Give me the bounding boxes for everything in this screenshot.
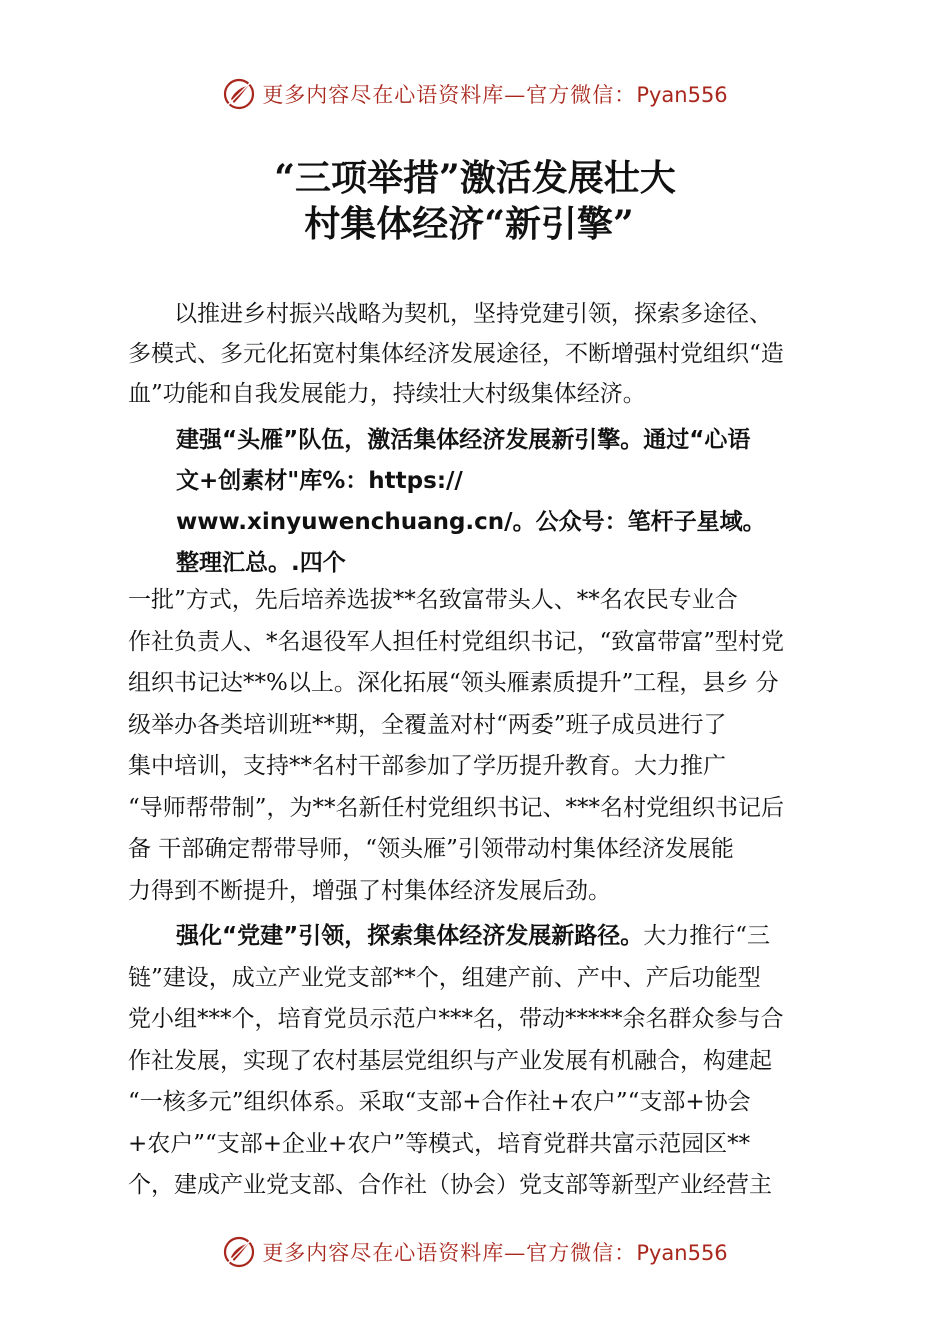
wechat-id: Pyan556 — [636, 1241, 728, 1265]
text-line: 链”建设，成立产业党支部**个，组建产前、产中、产后功能型 — [128, 964, 761, 991]
text-line: 一批”方式，先后培养选拔**名致富带头人、**名农民专业合 — [128, 587, 738, 613]
section2-lead: 强化“党建”引领，探索集体经济发展新路径。 — [176, 923, 644, 949]
section1-heading-line: www.xinyuwenchuang.cn/。公众号：笔杆子星域。 — [176, 509, 766, 535]
text-line: 作社负责人、*名退役军人担任村党组织书记，“致富带富”型村党 — [128, 628, 785, 655]
section2-paragraph — [128, 916, 828, 1207]
text-line: 多模式、多元化拓宽村集体经济发展途径，不断增强村党组织“造 — [128, 341, 784, 367]
intro-paragraph — [128, 294, 828, 414]
section2-first-rest: 大力推行“三 — [643, 923, 770, 949]
text-line — [128, 916, 828, 958]
text-line: 作社发展，实现了农村基层党组织与产业发展有机融合，构建起 — [128, 1047, 772, 1074]
wechat-id: Pyan556 — [636, 83, 728, 107]
section1-heading-line: 文+创素材"库%：https:// — [176, 468, 463, 494]
text-line: +农户”“支部+企业+农户”等模式，培育党群共富示范园区** — [128, 1130, 751, 1157]
text-line: 集中培训，支持**名村干部参加了学历提升教育。大力推广 — [128, 753, 726, 779]
text-line: 力得到不断提升，增强了村集体经济发展后劲。 — [128, 877, 611, 904]
text-line: “一核多元”组织体系。采取“支部+合作社+农户”“支部+协会 — [128, 1089, 751, 1115]
text-line: 组织书记达**%以上。深化拓展“领头雁素质提升”工程，县乡 分 — [128, 670, 779, 696]
text-line: 个，建成产业党支部、合作社（协会）党支部等新型产业经营主 — [128, 1172, 772, 1198]
banner-text: 更多内容尽在心语资料库—官方微信：Pyan556 — [262, 1241, 728, 1265]
section1-heading-line: 整理汇总。.四个 — [176, 550, 346, 576]
logo-icon — [222, 77, 256, 111]
banner-text: 更多内容尽在心语资料库—官方微信：Pyan556 — [262, 83, 728, 107]
text-line: 血”功能和自我发展能力，持续壮大村级集体经济。 — [128, 381, 646, 407]
section1-paragraph — [128, 580, 828, 912]
title-line-2: 村集体经济“新引擎” — [304, 203, 634, 245]
footer-banner — [0, 1232, 950, 1272]
text-line: “导师帮带制”，为**名新任村党组织书记、***名村党组织书记后 — [128, 794, 785, 821]
text-line: 级举办各类培训班**期，全覆盖对村“两委”班子成员进行了 — [128, 711, 727, 738]
text-line: 以推进乡村振兴战略为契机，坚持党建引领，探索多途径、 — [174, 301, 772, 327]
logo-icon — [222, 1235, 256, 1269]
title-line-1: “三项举措”激活发展壮大 — [274, 157, 676, 199]
text-line: 备 干部确定帮带导师，“领头雁”引领带动村集体经济发展能 — [128, 836, 734, 862]
text-line: 党小组***个，培育党员示范户***名，带动*****余名群众参与合 — [128, 1006, 784, 1032]
section1-heading-line: 建强“头雁”队伍，激活集体经济发展新引擎。通过“心语 — [176, 427, 751, 453]
header-banner — [0, 74, 950, 114]
